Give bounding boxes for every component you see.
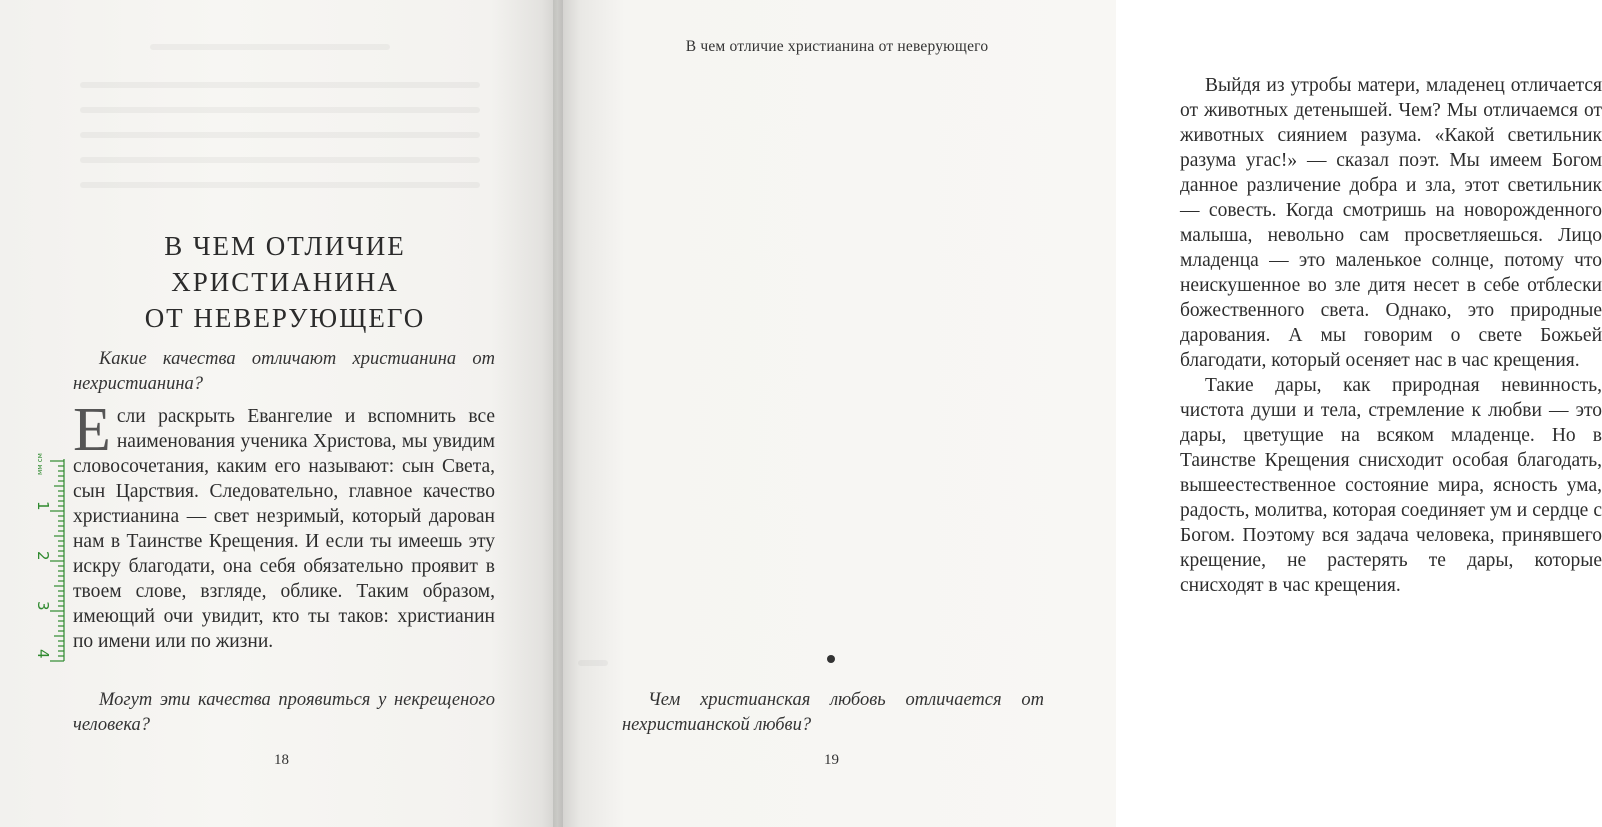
chapter-title <box>70 228 500 336</box>
ruler-mark: 1 <box>34 501 52 511</box>
body-paragraph: Выйдя из утробы матери, младенец отличается от животных детенышей. Чем? Мы отличаемся от животных сиянием разума. «Какой светильник разума угас!» — сказал поэт. Мы имеем Богом данное различение добра и зла, этот светильник — совесть. Когда смотришь на новорожденного малыша, невольно сам просветляешься. Лицо младенца — это маленькое солнце, потому что неискушенное во зле дитя несет в себе отблески божественного света. Однако, это природные дарования. А мы говорим о свете Божьей благодати, который осеняет нас в час крещения. <box>1180 75 1602 371</box>
chapter-title-line: ОТ НЕВЕРУЮЩЕГО <box>144 303 426 334</box>
body-text-block <box>1180 73 1602 598</box>
page-number: 18 <box>274 752 289 768</box>
drop-cap: Е <box>73 396 111 464</box>
ruler-icon <box>34 453 66 663</box>
question-text: Какие качества отличают христианина от нехристианина? <box>73 349 495 394</box>
paragraph-text: сли раскрыть Евангелие и вспомнить все наименования ученика Христова, мы увидим словосочетания, каким его называют: сын Света, сын Царствия. Следовательно, главное качество христианина — свет незримый, который дарован нам в Таинстве Крещения. И если ты имеешь эту искру благодати, она себя обязательно проявит в твоем слове, взгляде, облике. Таким образом, имеющий очи увидит, кто ты таков: христианин по имени или по жизни. <box>73 406 495 652</box>
running-head: В чем отличие христианина от неверующего <box>685 38 989 55</box>
chapter-title-line: В ЧЕМ ОТЛИЧИЕ <box>164 231 406 262</box>
page-number: 19 <box>824 752 839 768</box>
chapter-title-line: ХРИСТИАНИНА <box>171 267 399 298</box>
body-paragraph <box>73 396 495 654</box>
ruler-mark: 4 <box>34 649 52 659</box>
ruler-mark: 3 <box>34 601 52 611</box>
section-bullet <box>827 655 835 663</box>
question-text: Могут эти качества проявиться у некрещеного человека? <box>73 690 495 735</box>
left-page <box>0 0 558 827</box>
ruler-mark: 2 <box>34 551 52 561</box>
question-text: Чем христианская любовь отличается от нехристианской любви? <box>622 690 1044 735</box>
book-gutter <box>553 0 563 827</box>
ruler-unit-label: мм см <box>36 453 44 475</box>
body-paragraph: Такие дары, как природная невинность, чистота души и тела, стремление к любви — это дары, цветущие на всяком младенце. Но в Таинстве Крещения снисходит особая благодать, вышеестественное состояние мира, ясность ума, радость, молитва, которая соединяет ум и сердце с Богом. Поэтому вся задача человека, принявшего крещение, не растерять те дары, которые снисходят в час крещения. <box>1180 375 1602 596</box>
